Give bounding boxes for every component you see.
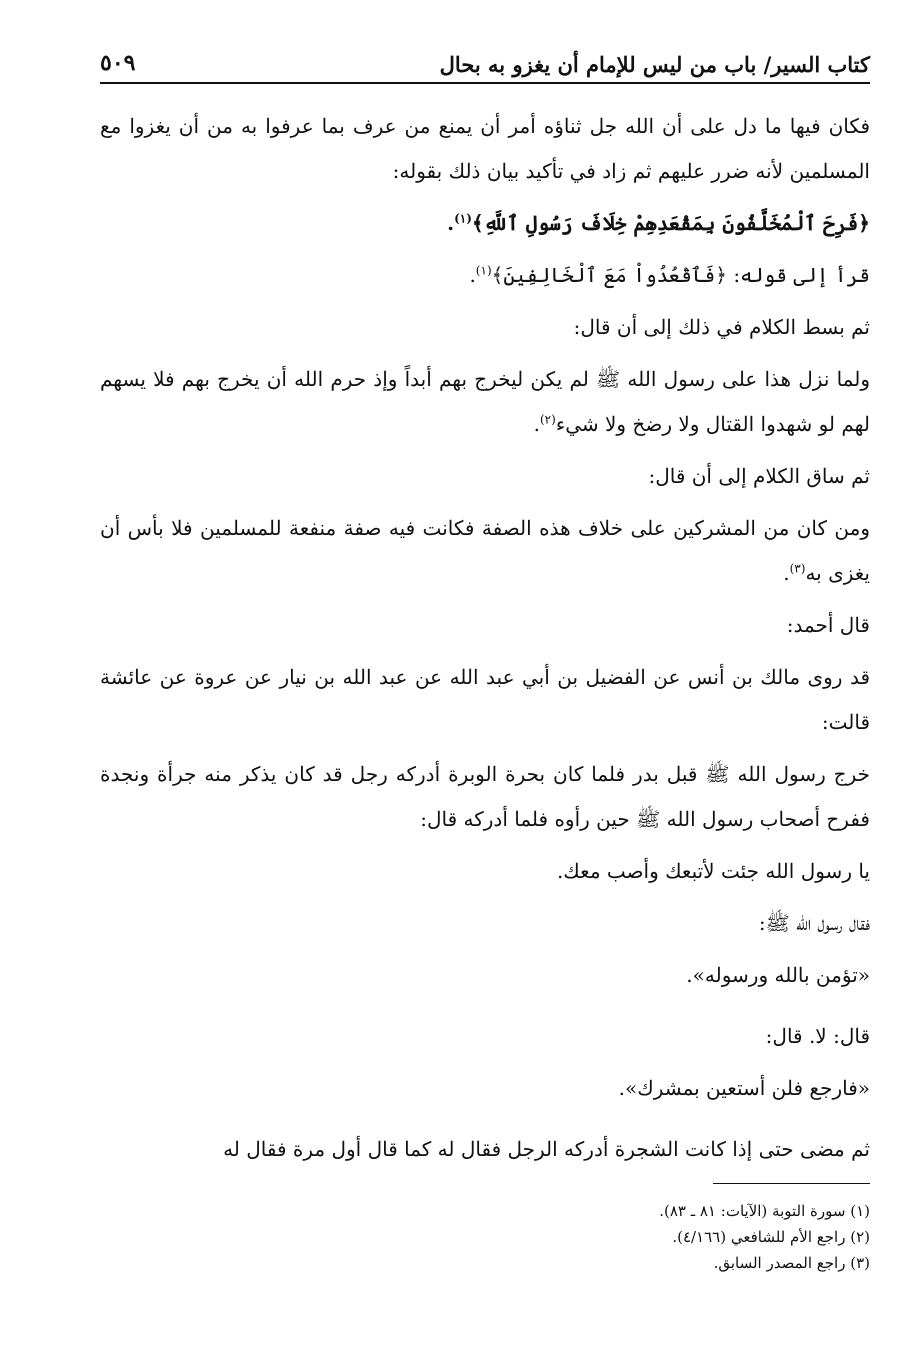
paragraph <box>100 506 870 596</box>
page-number: ٥٠٩ <box>100 50 136 77</box>
footnote: (١) سورة التوبة (الآيات: ٨١ ـ ٨٣). <box>659 1202 870 1220</box>
footnote-ref: (١) <box>475 263 492 278</box>
paragraph: قال: لا. قال: <box>765 1024 870 1048</box>
paragraph: ثم بسط الكلام في ذلك إلى أن قال: <box>573 315 870 339</box>
paragraph <box>100 253 870 298</box>
body-text <box>100 104 870 1179</box>
paragraph: ثم مضى حتى إذا كانت الشجرة أدركه الرجل فقال له كما قال أول مرة فقال له <box>223 1137 870 1161</box>
footnote: (٣) راجع المصدر السابق. <box>713 1254 870 1272</box>
header-rule <box>100 82 870 84</box>
paragraph-text: قرأ إلى قوله: ﴿فَٱقْعُدُواْ مَعَ ٱلْخَالِفِينَ﴾ <box>491 263 870 287</box>
footnote-ref: (٣) <box>789 561 806 576</box>
footnote-rule <box>713 1183 870 1184</box>
paragraph: فقال رسول الله ﷺ: <box>758 911 870 935</box>
paragraph-end: . <box>469 263 476 287</box>
paragraph: قال أحمد: <box>786 613 870 637</box>
paragraph: خرج رسول الله ﷺ قبل بدر فلما كان بحرة الوبرة أدركه رجل قد كان يذكر منه جرأة ونجدة ففرح أصحاب رسول الله ﷺ حين رأوه فلما أدركه قال: <box>100 762 870 831</box>
quran-verse <box>100 201 870 246</box>
verse-end: . <box>447 211 455 235</box>
footnote-ref: (١) <box>454 211 472 226</box>
paragraph: ثم ساق الكلام إلى أن قال: <box>648 464 870 488</box>
paragraph-text: ولما نزل هذا على رسول الله ﷺ لم يكن ليخرج بهم أبداً وإذ حرم الله أن يخرج بهم فلا يسهم لهم لو شهدوا القتال ولا رضخ ولا شيء <box>100 367 870 436</box>
verse-text: ﴿فَرِحَ ٱلْمُخَلَّفُونَ بِمَقْعَدِهِمْ خِلَافَ رَسُولِ ٱللَّهِ﴾ <box>471 211 870 235</box>
paragraph-end: . <box>783 561 790 585</box>
running-title: كتاب السير/ باب من ليس للإمام أن يغزو به بحال <box>439 51 870 77</box>
paragraph <box>100 357 870 447</box>
paragraph: يا رسول الله جئت لأتبعك وأصب معك. <box>556 859 870 883</box>
quote: «تؤمن بالله ورسوله». <box>686 963 870 987</box>
paragraph: فكان فيها ما دل على أن الله جل ثناؤه أمر أن يمنع من عرف بما عرفوا به من أن يغزوا مع المسلمين لأنه ضرر عليهم ثم زاد في تأكيد بيان ذلك بقوله: <box>100 114 870 183</box>
footnotes <box>100 1198 870 1276</box>
paragraph-text: ومن كان من المشركين على خلاف هذه الصفة فكانت فيه صفة منفعة للمسلمين فلا بأس أن يغزى به <box>100 516 870 585</box>
paragraph: قد روى مالك بن أنس عن الفضيل بن أبي عبد الله عن عبد الله بن نيار عن عروة عن عائشة قالت: <box>100 665 871 734</box>
quote: «فارجع فلن أستعين بمشرك». <box>618 1076 870 1100</box>
footnote: (٢) راجع الأم للشافعي (٤/١٦٦). <box>672 1228 870 1246</box>
paragraph-end: . <box>533 412 540 436</box>
footnote-ref: (٢) <box>539 412 556 427</box>
running-head <box>100 34 870 78</box>
